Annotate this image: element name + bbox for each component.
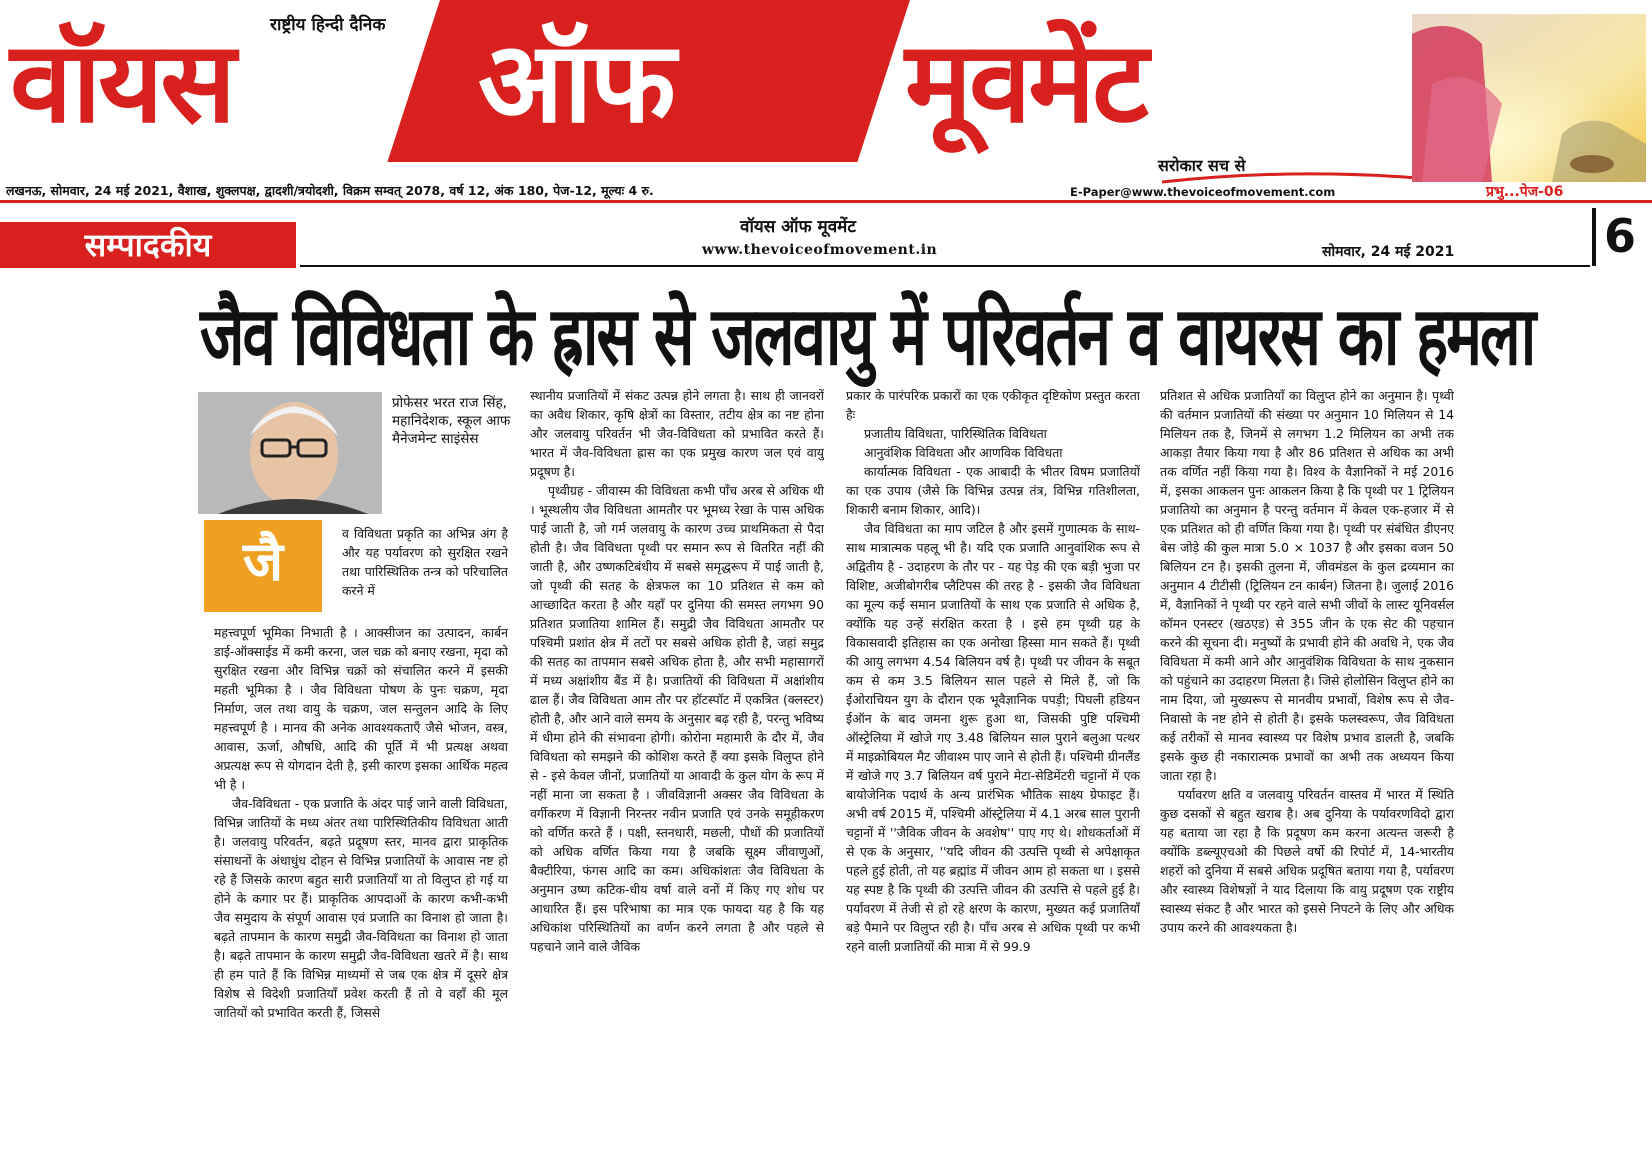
paragraph: प्रतिशत से अधिक प्रजातियाँ का विलुप्त होने का अनुमान है। पृथ्वी की वर्तमान प्रजातियों की संख्या पर अनुमान 10 मिलियन से 14 मिलियन तक है, जिनमें से लगभग 1.2 मिलियन का अभी तक आकड़ा तैयार किया गया है और 86 प्रतिशत से अधिक का अभी तक वर्णित नहीं किया गया है। विश्व के वैज्ञानिकों ने मई 2016 में, इसका आकलन पुनः आकलन किया है कि पृथ्वी पर 1 ट्रिलियन प्रजातियो का अनुमान है परन्तु वर्तमान में केवल एक-हजार में से एक प्रतिशत को ही वर्णित किया गया है। पृथ्वी पर संबंधित डीएनए बेस जोड़े की कुल मात्रा 5.0 × 1037 है और इसका वजन 50 बिलियन टन है। इसकी तुलना में, जीवमंडल के कुल द्रव्यमान का अनुमान 4 टीटीसी (ट्रिलियन टन कार्बन) जितना है। जुलाई 2016 में, वैज्ञानिकों ने पृथ्वी पर रहने वाले सभी जीवों के लास्ट यूनिवर्सल कॉमन एनस्टर (खठएड) से 355 जीन के एक सेट की पहचान करने की सूचना दी। मनुष्यों के प्रभावी होने की अवधि ने, एक जैव विविधता में कमी आने और आनुवंशिक विविधता के साथ नुकसान को पहुंचाने का उदाहरण मिलता है। जिसे होलोसिन विलुप्त होने का नाम दिया, जो मुख्यरूप से मानवीय प्रभावों, विशेष रूप से जैव-निवासो के नष्ट होने से होती है। इसके फलस्वरूप, जैव विविधता कई तरीकों से मानव स्वास्थ्य पर विशेष प्रभाव डालती है, जबकि इसके कुछ ही नकारात्मक प्रभावों का अभी तक अध्ययन किया जाता रहा है। — [1160, 388, 1454, 783]
paragraph: स्थानीय प्रजातियों में संकट उत्पन्न होने लगता है। साथ ही जानवरों का अवैध शिकार, कृषि क्षेत्रों का विस्तार, तटीय क्षेत्र का नष्ट होना और जलवायु परिवर्तन भी जैव-विविधता को प्रभावित करते हैं। भारत में जैव-विविधता ह्रास का एक प्रमुख कारण जल एवं वायु प्रदूषण है। — [530, 388, 824, 479]
paragraph: पर्यावरण क्षति व जलवायु परिवर्तन वास्तव में भारत में स्थिति कुछ दसकों से बहुत खराब है। अब दुनिया के पर्यावरणविदो द्वारा यह बताया जा रहा है कि प्रदूषण कम करना अत्यन्त जरूरी है क्योंकि डब्ल्यूएचओ की पिछले वर्षो की रिपोर्ट में, 14-भारतीय शहरों को दुनिया में सबसे अधिक प्रदूषित बताया गया है, पर्यावरण और स्वास्थ्य विशेषज्ञों ने याद दिलाया कि वायु प्रदूषण एक राष्ट्रीय स्वास्थ्य संकट है और भारत को इससे निपटने के लिए और अधिक उपाय करने की आवश्यकता है। — [1160, 787, 1454, 935]
prabhu-page-ref: प्रभु...पेज-06 — [1486, 184, 1564, 200]
paragraph: कार्यात्मक विविधता - एक आबादी के भीतर विषम प्रजातियों का एक उपाय (जैसे कि विभिन्न उत्पन्न तंत्र, विभिन्न गतिशीलता, शिकारी बनाम शिकार, आदि)। — [846, 464, 1140, 517]
column-1 — [214, 623, 508, 1163]
masthead-photo — [1412, 14, 1646, 182]
article-headline: जैव विविधता के ह्रास से जलवायु में परिवर्तन व वायरस का हमला — [200, 289, 1535, 385]
website-url[interactable]: www.thevoiceofmovement.in — [702, 242, 938, 258]
page-date: सोमवार, 24 मई 2021 — [1322, 244, 1455, 260]
paragraph: जैव विविधता का माप जटिल है और इसमें गुणात्मक के साथ-साथ मात्रात्मक पहलू भी है। यदि एक प्रजाति आनुवांशिक रूप से अद्वितीय है - उदाहरण के तौर पर - यह पेड़ की एक बड़ी भुजा पर विशिष्ट, अजीबोगरीब प्लैटिपस की तरह है - इसकी जैव विविधता का मूल्य कई समान प्रजातियों के साथ एक प्रजाति से अधिक है, क्योंकि यह उन्हें संरक्षित करता है । इसे हम पृथ्वी ग्रह के विकासवादी इतिहास का एक अनोखा हिस्सा मान सकते हैं। पृथ्वी की आयु लगभग 4.54 बिलियन वर्ष है। पृथ्वी पर जीवन के सबूत कम से कम 3.5 बिलियन साल पहले से मिले हैं, जो कि ईओराचियन युग के दौरान एक भूवैज्ञानिक पपड़ी; पिघली हडियन ईऑन के बाद जमना शुरू हुआ था, जिसकी पुष्टि पश्चिमी ऑस्ट्रेलिया में खोजे गए 3.48 बिलियन साल पुराने बलुआ पत्थर में माइक्रोबियल मैट जीवाश्म पाए जाने से होती हैं। पश्चिमी ग्रीनलैंड में खोजे गए 3.7 बिलियन वर्ष पुराने मेटा-सेडिमेंटरी चट्टानों में एक बायोजेनिक पदार्थ के अन्य प्रारंभिक भौतिक साक्ष्य ग्रेफाइट हैं। अभी वर्ष 2015 में, पश्चिमी ऑस्ट्रेलिया में 4.1 अरब साल पुरानी चट्टानों में ''जैविक जीवन के अवशेष'' पाए गए थे। शोधकर्ताओं में से एक के अनुसार, ''यदि जीवन की उत्पत्ति पृथ्वी से अपेक्षाकृत पहले हुई होती, तो यह ब्रह्मांड में जीवन आम हो सकता था । इससे यह स्पष्ट है कि पृथ्वी की उत्पत्ति जीवन की उत्पत्ति से पहले हुई है। पर्यावरण में तेजी से हो रहे क्षरण के कारण, मुख्यत कई प्रजातियाँ बड़े पैमाने पर विलुप्त रही है। पाँच अरब से अधिक पृथ्वी पर कभी रहने वाली प्रजातियों की मात्रा में से 99.9 — [846, 521, 1140, 954]
masthead-info-line: लखनऊ, सोमवार, 24 मई 2021, वैशाख, शुक्लपक्ष, द्वादशी/त्रयोदशी, विक्रम सम्वत् 2078, वर्ष 12, अंक 180, पेज-12, मूल्यः 4 रु. — [6, 183, 654, 198]
column-4 — [1160, 386, 1454, 1163]
section-rule — [300, 265, 1590, 267]
page-number: 6 — [1604, 209, 1637, 263]
masthead-title-part2: ऑफ — [478, 18, 673, 148]
masthead-tagline: राष्ट्रीय हिन्दी दैनिक — [270, 15, 386, 35]
column-3 — [846, 386, 1140, 1163]
paper-name: वॉयस ऑफ मूवमेंट — [740, 217, 856, 237]
column-2 — [530, 386, 824, 1163]
author-photo — [198, 392, 382, 514]
masthead-slogan: सरोकार सच से — [1158, 156, 1246, 175]
masthead-title-part1: वॉयस — [10, 18, 233, 148]
paragraph: आनुवंशिक विविधता और आणविक विविधता — [864, 445, 1063, 460]
masthead-rule — [0, 200, 1652, 203]
author-byline: प्रोफेसर भरत राज सिंह, महानिदेशक, स्कूल आफ मैनेजमेन्ट साइंसेस — [392, 395, 511, 447]
swoosh-decoration — [1160, 172, 1420, 184]
masthead-title-part3: मूवमेंट — [905, 18, 1146, 148]
paragraph: महत्त्वपूर्ण भूमिका निभाती है । आक्सीजन का उत्पादन, कार्बन डाई-ऑक्साईड में कमी करना, जल चक्र को बनाए रखना, मृदा को सुरक्षित रखना और विभिन्न चक्रों को संचालित करने में इसकी महती भूमिका है । जैव विविधता पोषण के पुनः चक्रण, मृदा निर्माण, जल तथा वायु के चक्रण, जल सन्तुलन आदि के लिए महत्त्वपूर्ण है । मानव की अनेक आवश्यकताएँ जैसे भोजन, वस्त्र, आवास, ऊर्जा, औषधि, आदि की पूर्ति में भी प्रत्यक्ष अथवा अप्रत्यक्ष रूप से योगदान देती है, इसी कारण इसका आर्थिक महत्व भी है । — [214, 625, 508, 792]
paragraph: प्रकार के पारंपरिक प्रकारों का एक एकीकृत दृष्टिकोण प्रस्तुत करता हैः — [846, 388, 1140, 422]
paragraph: पृथ्वीग्रह - जीवास्म की विविधता कभी पाँच अरब से अधिक थी । भूस्थलीय जैव विविधता आमतौर पर भूमध्य रेखा के पास अधिक पाई जाती है, जो गर्म जलवायु के कारण उच्च प्राथमिकता से पैदा होती है। जैव विविधता पृथ्वी पर समान रूप से वितरित नहीं की जाती है, और उष्णकटिबंधीय में सबसे समृद्धरूप में पाई जाती है, जो पृथ्वी की सतह के क्षेत्रफल का 10 प्रतिशत से कम को आच्छादित करता है और यहाँ पर दुनिया की समस्त लगभग 90 प्रतिशत प्रजातिया शामिल हैं। समुद्री जैव विविधता आमतौर पर पश्चिमी प्रशांत क्षेत्र में तटों पर सबसे अधिक होती है, जहां समुद्र की सतह का तापमान सबसे अधिक होता है, और सभी महासागरों में मध्य अक्षांशीय बैंड में है। प्रजातियों की विविधता में अक्षांशीय ढाल हैं। जैव विविधता आम तौर पर हॉटस्पॉट में एकत्रित (क्लस्टर) होती है, और आने वाले समय के अनुसार बढ़ रही है, परन्तु भविष्य में धीमा होने की संभावना होगी। कोरोना महामारी के दौर में, जैव विविधता को समझने की कोशिश करते हैं क्या इसके विलुप्त होने से - इसे केवल जीनों, प्रजातियों या आवादी के कुल योग के रूप में नहीं माना जा सकता है । जीवविज्ञानी अक्सर जैव विविधता के वर्गीकरण में विज्ञानी निरन्तर नवीन प्रजाति एवं उनके समूहीकरण को वर्णित करते हैं । पक्षी, स्तनधारी, मछली, पौधों की प्रजातियों को अधिक वर्णित किया गया है जबकि सूक्ष्म जीवाणुओं, बैक्टीरिया, फंगस आदि का कम। अधिकांशतः जैव विविधता के अनुमान उष्ण कटिक-धीय वर्षा वाले वनों में किए गए शोध पर आधारित हैं। इस परिभाषा का मात्र एक फायदा यह है कि यह अधिकांश परिस्थितियों का वर्णन करने लगता है और पहले से पहचाने जाने वाले जैविक — [530, 483, 824, 954]
page-number-divider — [1592, 208, 1596, 266]
paragraph: जैव-विविधता - एक प्रजाति के अंदर पाई जाने वाली विविधता, विभिन्न जातियों के मध्य अंतर तथा पारिस्थितिकीय विविधता आती है। जलवायु परिवर्तन, बढ़ते प्रदूषण स्तर, मानव द्वारा प्राकृतिक संसाधनों के अंधाधुंध दोहन से विभिन्न प्रजातियों के आवास नष्ट हो रहे हैं जिसके कारण बहुत सारी प्रजातियाँ या तो विलुप्त हो गई या होने के कगार पर हैं। प्राकृतिक आपदाओं के कारण कभी-कभी जैव समुदाय के संपूर्ण आवास एवं प्रजाति का विनाश हो जाता है। बढ़ते तापमान के कारण समुद्री जैव-विविधता का विनाश हो जाता है। बढ़ते तापमान के कारण समुद्री जैव-विविधता खतरे में है। साथ ही हम पाते हैं कि विभिन्न माध्यमों से जब एक क्षेत्र में दूसरे क्षेत्र विशेष से विदेशी प्रजातियाँ प्रवेश करती हैं तो वे वहाँ की मूल जातियों को प्रभावित करती हैं, जिससे — [214, 796, 508, 1020]
masthead — [0, 0, 1652, 200]
epaper-link[interactable]: E-Paper@www.thevoiceofmovement.com — [1070, 185, 1336, 199]
dropcap: जै — [204, 520, 322, 612]
paragraph: प्रजातीय विविधता, पारिस्थितिक विविधता — [864, 426, 1047, 441]
section-label: सम्पादकीय — [0, 222, 296, 268]
column-1-intro — [342, 524, 508, 620]
paragraph: व विविधता प्रकृति का अभिन्न अंग है और यह पर्यावरण को सुरक्षित रखने तथा पारिस्थितिक तन्त्र को परिचालित करने में — [342, 526, 508, 598]
